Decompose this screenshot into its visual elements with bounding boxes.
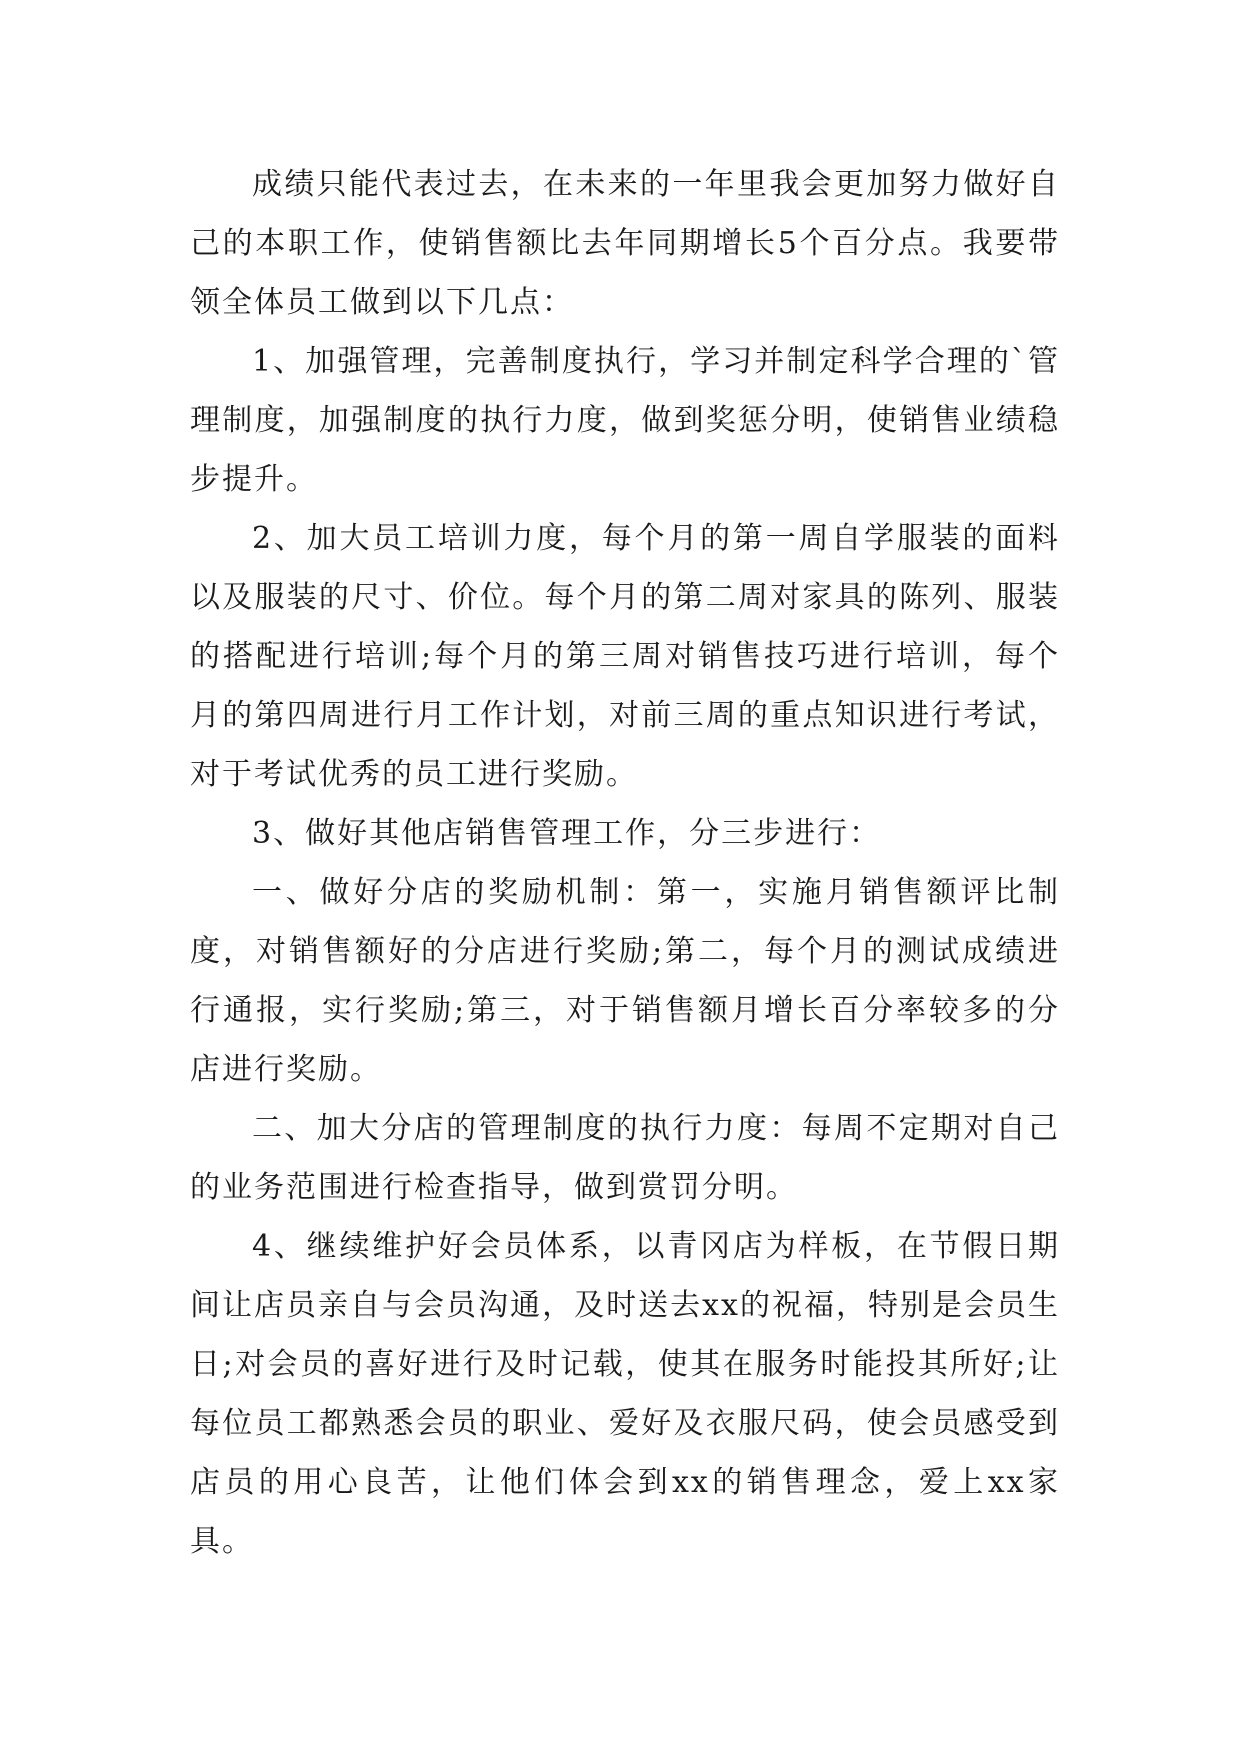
paragraph-sub-2: 二、加大分店的管理制度的执行力度：每周不定期对自己的业务范围进行检查指导，做到赏罚分明。	[190, 1111, 1060, 1205]
paragraph-item-4: 4、继续维护好会员体系，以青冈店为样板，在节假日期间让店员亲自与会员沟通，及时送去xx的祝福，特别是会员生日;对会员的喜好进行及时记载，使其在服务时能投其所好;让每位员工都熟悉会员的职业、爱好及衣服尺码，使会员感受到店员的用心良苦，让他们体会到xx的销售理念，爱上xx家具。	[190, 1229, 1060, 1559]
paragraph-sub-1: 一、做好分店的奖励机制：第一，实施月销售额评比制度，对销售额好的分店进行奖励;第二，每个月的测试成绩进行通报，实行奖励;第三，对于销售额月增长百分率较多的分店进行奖励。	[190, 875, 1060, 1087]
paragraph-item-3: 3、做好其他店销售管理工作，分三步进行：	[252, 816, 882, 851]
paragraph-item-1: 1、加强管理，完善制度执行，学习并制定科学合理的`管理制度，加强制度的执行力度，做到奖惩分明，使销售业绩稳步提升。	[190, 344, 1060, 497]
document-body	[190, 155, 1060, 1571]
paragraph-item-2: 2、加大员工培训力度，每个月的第一周自学服装的面料以及服装的尺寸、价位。每个月的第二周对家具的陈列、服装的搭配进行培训;每个月的第三周对销售技巧进行培训，每个月的第四周进行月工作计划，对前三周的重点知识进行考试，对于考试优秀的员工进行奖励。	[190, 521, 1060, 792]
paragraph-intro: 成绩只能代表过去，在未来的一年里我会更加努力做好自己的本职工作，使销售额比去年同期增长5个百分点。我要带领全体员工做到以下几点：	[190, 167, 1060, 320]
